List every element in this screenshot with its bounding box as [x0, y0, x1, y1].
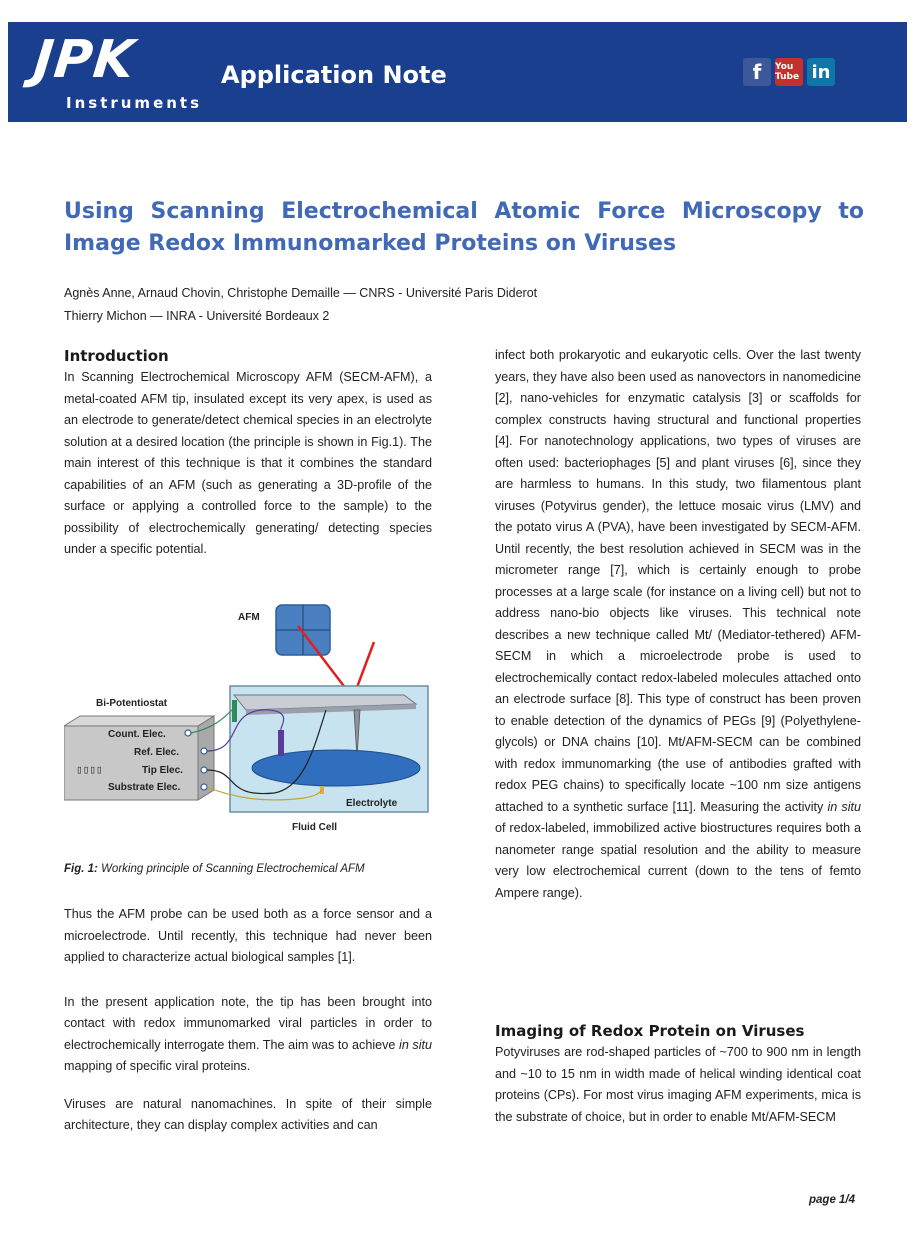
logo-sub-text: Instruments — [66, 94, 203, 112]
intro-paragraph: In Scanning Electrochemical Microscopy AFM (SECM-AFM), a metal-coated AFM tip, insulated except its very apex, is used as an electrode to generate/detect chemical species in an electrolyte solution at a desired location (the principle is shown in Fig.1). The main interest of this technique is that it combines the standard capabilities of an AFM (such as generating a 3D-profile of the surface or applying a controlled force to the sample) to the possibility of electrochemically generating/ detecting species under a specific potential. — [64, 370, 432, 556]
authors-line-1: Agnès Anne, Arnaud Chovin, Christophe Demaille — CNRS - Université Paris Diderot — [64, 286, 538, 300]
jpk-logo[interactable] — [30, 30, 209, 114]
title-line-2: Image Redox Immunomarked Proteins on Viruses — [64, 231, 677, 256]
youtube-icon[interactable]: You Tube — [775, 58, 803, 86]
page-number: page 1/4 — [809, 1194, 856, 1206]
linkedin-icon[interactable]: in — [807, 58, 835, 86]
imaging-heading: Imaging of Redox Protein on Viruses — [495, 1022, 805, 1040]
count-elec-label: Count. Elec. — [108, 729, 166, 740]
tip-elec-label: Tip Elec. — [142, 765, 183, 776]
paragraph-viruses-continued: infect both prokaryotic and eukaryotic cells. Over the last twenty years, they have also been used as nanovectors in nanomedicine [2], nano-vehicles for enzymatic catalysis [3] or scaffolds for complex constructs having structural and functional properties [4]. For nanotechnology applications, two types of viruses are often used: bacteriophages [5] and plant viruses [6], since they are harmless to humans. In this study, two filamentous plant viruses (Potyvirus gender), the lettuce mosaic virus (LMV) and the potato virus A (PVA), have been investigated by SECM-AFM. Until recently, the best resolution achieved in SECM was in the micrometer range [7], which is certainly enough to probe processes at a large scale (for instance on a living cell) but not to address nano-bio objects like viruses. This technical note describes a new technique called Mt/ (Mediator-tethered) AFM-SECM in which a microelectrode probe is used to electrochemically contact redox-labeled molecules attached onto an electrode surface [8]. This type of construct has been proven to enable detection of the dynamics of PEGs [9] (Polyethylene-glycols) or DNA chains [10]. Mt/AFM-SECM can be combined with redox immunomarking (the use of antibodies grafted with redox PEG chains) to specifically locate ~100 nm size antigens attached to a synthetic surface [11]. Measuring the activity in situ of redox-labeled, immobilized active biostructures requires both a nanometer range spatial resolution and the ability to measure very low electrochemical current (down to the tens of femto Ampere range). — [495, 348, 861, 900]
paragraph-viruses: Viruses are natural nanomachines. In spite of their simple architecture, they can display complex activities and can — [64, 1096, 432, 1132]
fluid-cell-label: Fluid Cell — [292, 822, 337, 833]
ref-elec-label: Ref. Elec. — [134, 747, 180, 758]
header-band — [8, 22, 907, 122]
application-note-label: Application Note — [221, 61, 447, 89]
caption-text: Working principle of Scanning Electrochemical AFM — [97, 863, 365, 875]
right-column — [495, 345, 861, 904]
paragraph-probe: Thus the AFM probe can be used both as a force sensor and a microelectrode. Until recently, this technique had never been applied to characterize actual biological samples [1]. — [64, 907, 432, 964]
paragraph-potyviruses: Potyviruses are rod-shaped particles of ~700 to 900 nm in length and ~10 to 15 nm in width made of helical winding identical coat proteins (CPs). For most virus imaging AFM experiments, mica is the substrate of choice, but in order to enable Mt/AFM-SECM — [495, 1045, 861, 1124]
substrate-elec-label: Substrate Elec. — [108, 782, 181, 793]
reference-electrode — [278, 730, 284, 756]
social-links — [743, 58, 835, 86]
facebook-icon[interactable]: f — [743, 58, 771, 86]
figure-1-diagram — [64, 598, 432, 844]
left-column — [64, 345, 432, 561]
paragraph-present-note: In the present application note, the tip has been brought into contact with redox immunomarked viral particles in order to electrochemically interrogate them. The aim was to achieve in situ mapping of specific viral proteins. — [64, 994, 432, 1073]
title-line-1: Using Scanning Electrochemical Atomic Force Microscopy to — [64, 199, 864, 224]
counter-electrode — [232, 700, 237, 722]
afm-label: AFM — [238, 612, 260, 623]
authors-line-2: Thierry Michon — INRA - Université Bordeaux 2 — [64, 309, 330, 323]
figure-caption — [64, 863, 365, 875]
introduction-heading: Introduction — [64, 347, 169, 365]
logo-main-text: JPK — [30, 30, 138, 90]
authors — [64, 282, 537, 328]
left-column-lower — [64, 904, 432, 1137]
bi-potentiostat-label: Bi-Potentiostat — [96, 698, 168, 709]
document-title — [64, 196, 864, 260]
right-column-lower — [495, 1020, 861, 1128]
substrate-disc — [252, 750, 420, 786]
electrolyte-label: Electrolyte — [346, 798, 398, 809]
display-digits: ▯▯▯▯ — [76, 763, 103, 776]
caption-lead: Fig. 1: — [64, 863, 98, 875]
